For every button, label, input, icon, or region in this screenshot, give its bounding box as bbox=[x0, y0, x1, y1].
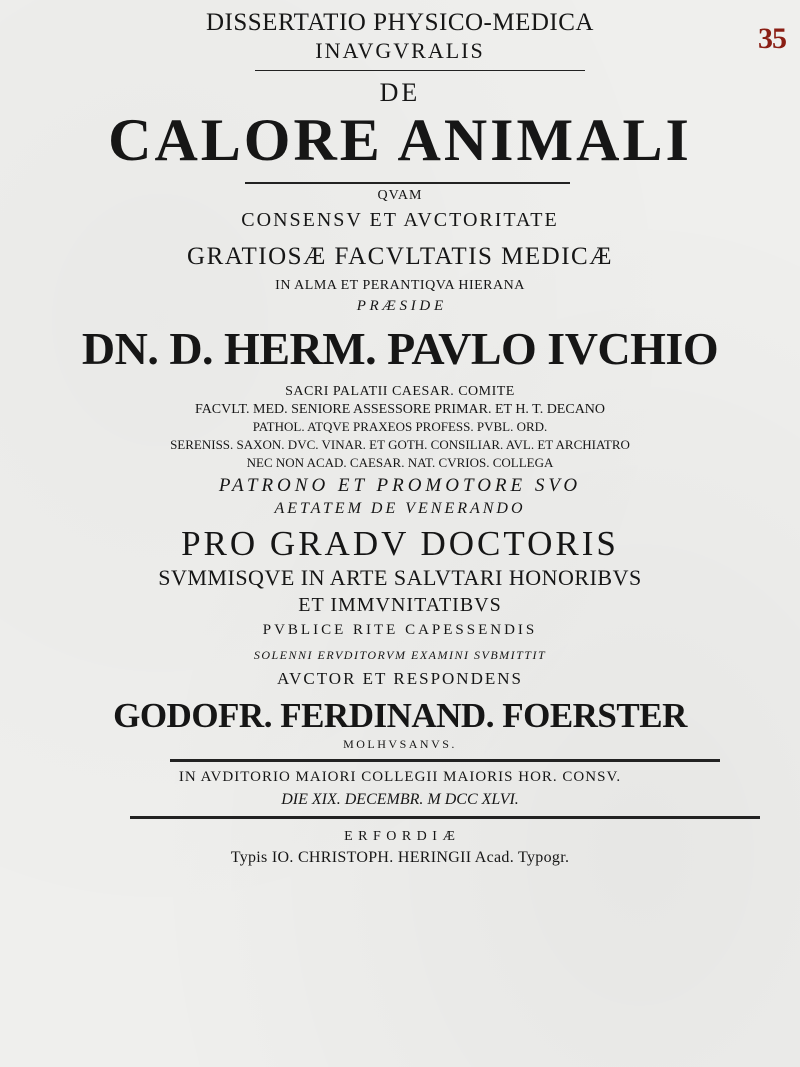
venue-line-2: DIE XIX. DECEMBR. M DCC XLVI. bbox=[281, 791, 519, 808]
author-origin: MOLHVSANVS. bbox=[343, 737, 457, 751]
degree-line-5: SOLENNI ERVDITORVM EXAMINI SVBMITTIT bbox=[253, 648, 547, 662]
consent-line-2: GRATIOSÆ FACVLTATIS MEDICÆ bbox=[187, 243, 613, 270]
consent-line-1: CONSENSV ET AVCTORITATE bbox=[241, 209, 559, 231]
president-name: DN. D. HERM. PAVLO IVCHIO bbox=[81, 323, 719, 374]
president-title-2: FACVLT. MED. SENIORE ASSESSORE PRIMAR. ET H. T. DECANO bbox=[194, 402, 606, 417]
degree-line-1: PRO GRADV DOCTORIS bbox=[181, 524, 619, 563]
president-title-4: SERENISS. SAXON. DVC. VINAR. ET GOTH. CONSILIAR. AVL. ET ARCHIATRO bbox=[170, 437, 630, 452]
de-label: DE bbox=[379, 78, 421, 107]
qvam-label: QVAM bbox=[377, 188, 423, 203]
author-name: GODOFR. FERDINAND. FOERSTER bbox=[113, 696, 687, 735]
patrono-line: PATRONO ET PROMOTORE SVO bbox=[218, 475, 582, 496]
header-line-1: DISSERTATIO PHYSICO-MEDICA bbox=[206, 9, 594, 36]
library-stamp-number: 35 bbox=[758, 22, 786, 55]
venue-rule bbox=[130, 816, 760, 819]
title-rule bbox=[245, 182, 570, 184]
header-rule bbox=[255, 70, 585, 71]
consent-line-3: IN ALMA ET PERANTIQVA HIERANA bbox=[275, 278, 525, 293]
president-title-5: NEC NON ACAD. CAESAR. NAT. CVRIOS. COLLEGA bbox=[246, 455, 554, 470]
degree-line-6: AVCTOR ET RESPONDENS bbox=[277, 669, 523, 688]
aetatem-line: AETATEM DE VENERANDO bbox=[274, 500, 526, 517]
president-title-1: SACRI PALATII CAESAR. COMITE bbox=[285, 384, 515, 399]
degree-line-2: SVMMISQVE IN ARTE SALVTARI HONORIBVS bbox=[158, 565, 642, 590]
main-title: CALORE ANIMALI bbox=[108, 107, 692, 173]
header-line-2: INAVGVRALIS bbox=[315, 38, 485, 63]
praeside-label: P R Æ S I D E bbox=[356, 298, 444, 314]
president-title-3: PATHOL. ATQVE PRAXEOS PROFESS. PVBL. ORD. bbox=[252, 419, 548, 434]
author-rule bbox=[170, 759, 720, 762]
imprint-city: E R F O R D I Æ bbox=[344, 829, 456, 844]
venue-line-1: IN AVDITORIO MAIORI COLLEGII MAIORIS HOR. CONSV. bbox=[178, 769, 622, 785]
degree-line-4: PVBLICE RITE CAPESSENDIS bbox=[262, 622, 538, 638]
imprint-printer: Typis IO. CHRISTOPH. HERINGII Acad. Typogr. bbox=[230, 849, 570, 866]
degree-line-3: ET IMMVNITATIBVS bbox=[298, 594, 502, 616]
